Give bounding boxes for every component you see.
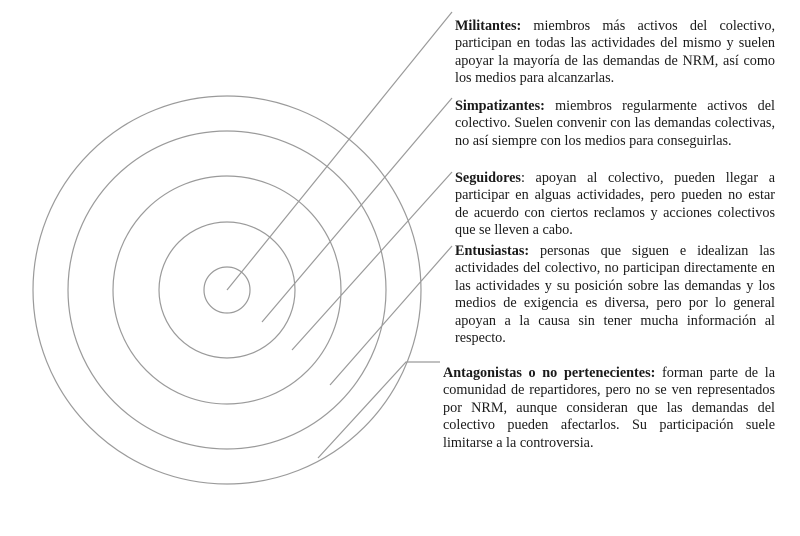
leader-line-simpatizantes xyxy=(262,98,452,322)
label-antagonistas xyxy=(443,365,775,452)
description-antagonistas: forman parte de la comunidad de repartidores, pero no se ven representados por NRM, aunque consideran que las demandas del colectivo pueden afectarlos. Su participación suele limitarse a la controversia. xyxy=(443,365,776,451)
term-entusiastas: Entusiastas: xyxy=(455,243,530,259)
label-entusiastas xyxy=(455,243,775,347)
description-entusiastas: personas que siguen e idealizan las actividades del colectivo, no participan directamente en las actividades y su posición sobre las demandas y los medios de exigencia es diversa, pero por lo general apoyan a la causa sin tener mucha información al respecto. xyxy=(455,243,775,347)
label-simpatizantes xyxy=(455,98,775,150)
leader-line-seguidores xyxy=(292,172,452,350)
description-simpatizantes: miembros regularmente activos del colectivo. Suelen convenir con las demandas colectivas, no así siempre con los medios para conseguirlas. xyxy=(455,98,775,149)
description-militantes: miembros más activos del colectivo, participan en todas las actividades del mismo y suelen apoyar la mayoría de las demandas de NRM, así como los medios para alcanzarlas. xyxy=(455,18,775,87)
leader-line-entusiastas xyxy=(330,246,452,385)
label-seguidores xyxy=(455,170,775,240)
term-antagonistas: Antagonistas o no pertenecientes: xyxy=(443,365,656,381)
term-simpatizantes: Simpatizantes: xyxy=(455,98,545,114)
label-militantes xyxy=(455,18,775,88)
description-seguidores: : apoyan al colectivo, pueden llegar a participar en alguas actividades, pero pueden no estar de acuerdo con ciertos reclamos y acciones colectivos que se lleven a cabo. xyxy=(455,170,775,239)
term-seguidores: Seguidores xyxy=(455,170,521,186)
leader-line-militantes xyxy=(227,12,452,290)
term-militantes: Militantes: xyxy=(455,18,522,34)
